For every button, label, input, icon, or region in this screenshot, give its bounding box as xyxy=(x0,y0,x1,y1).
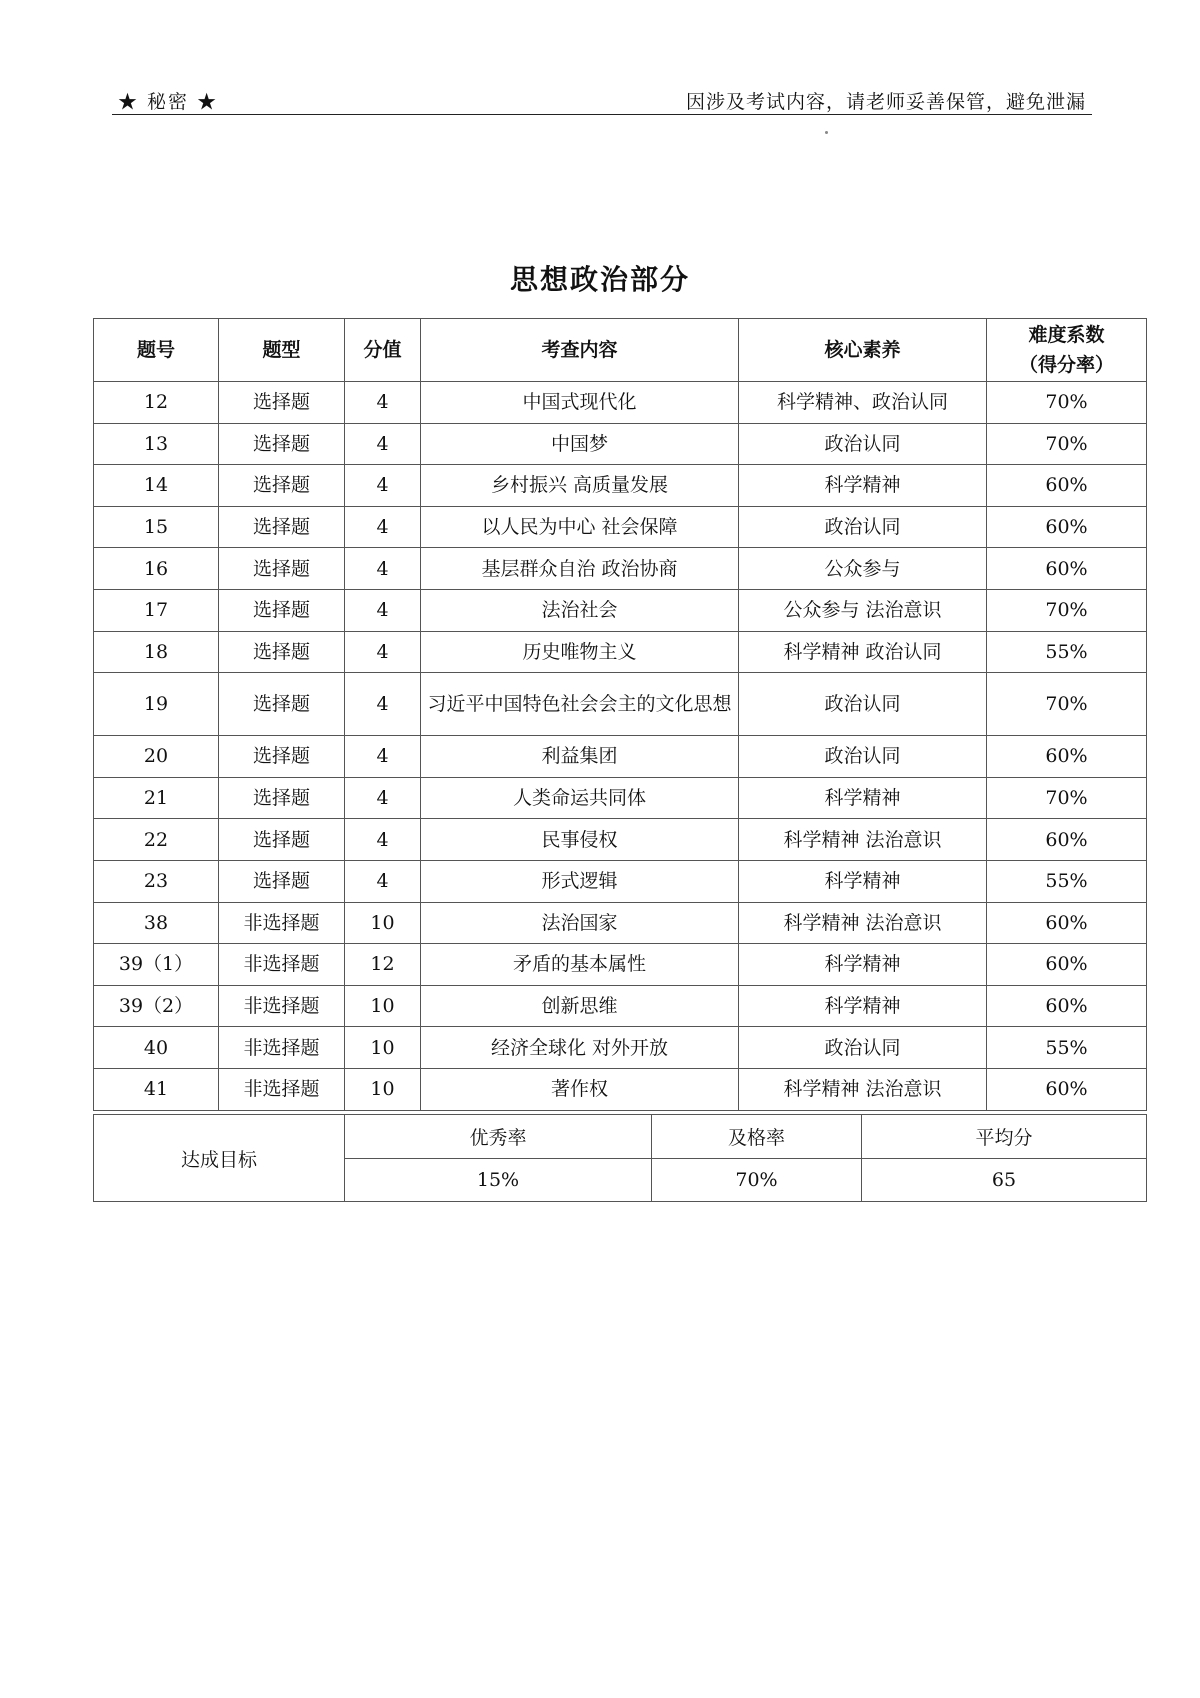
cell-question-type: 选择题 xyxy=(219,673,345,736)
cell-question-type: 选择题 xyxy=(219,631,345,673)
cell-score: 4 xyxy=(345,631,421,673)
page-title: 思想政治部分 xyxy=(509,263,690,296)
cell-core-literacy: 科学精神 xyxy=(739,860,987,902)
cell-difficulty: 60% xyxy=(987,819,1147,861)
confidentiality-notice: 因涉及考试内容，请老师妥善保管，避免泄漏 xyxy=(685,91,1086,113)
cell-question-number: 15 xyxy=(94,506,219,548)
cell-core-literacy: 公众参与 法治意识 xyxy=(739,589,987,631)
table-row xyxy=(94,860,1147,902)
table-row xyxy=(94,506,1147,548)
cell-difficulty: 60% xyxy=(987,465,1147,507)
cell-core-literacy: 政治认同 xyxy=(739,1027,987,1069)
cell-question-type: 非选择题 xyxy=(219,944,345,986)
cell-score: 10 xyxy=(345,902,421,944)
cell-question-type: 非选择题 xyxy=(219,1027,345,1069)
cell-content: 形式逻辑 xyxy=(421,860,739,902)
cell-difficulty: 70% xyxy=(987,589,1147,631)
goal-excellence-value: 15% xyxy=(345,1158,652,1202)
cell-content: 法治社会 xyxy=(421,589,739,631)
cell-difficulty: 60% xyxy=(987,548,1147,590)
cell-question-type: 选择题 xyxy=(219,736,345,778)
cell-content: 利益集团 xyxy=(421,736,739,778)
cell-core-literacy: 政治认同 xyxy=(739,673,987,736)
cell-core-literacy: 科学精神 法治意识 xyxy=(739,1068,987,1110)
table-row xyxy=(94,382,1147,424)
cell-core-literacy: 公众参与 xyxy=(739,548,987,590)
cell-question-type: 选择题 xyxy=(219,860,345,902)
cell-core-literacy: 政治认同 xyxy=(739,423,987,465)
table-row xyxy=(94,589,1147,631)
table-row xyxy=(94,944,1147,986)
cell-difficulty: 70% xyxy=(987,673,1147,736)
cell-score: 4 xyxy=(345,736,421,778)
cell-content: 基层群众自治 政治协商 xyxy=(421,548,739,590)
cell-difficulty: 55% xyxy=(987,1027,1147,1069)
cell-question-type: 非选择题 xyxy=(219,985,345,1027)
cell-difficulty: 60% xyxy=(987,902,1147,944)
cell-difficulty: 55% xyxy=(987,631,1147,673)
cell-question-number: 41 xyxy=(94,1068,219,1110)
header-question-type: 题型 xyxy=(219,319,345,382)
cell-question-type: 非选择题 xyxy=(219,902,345,944)
cell-question-type: 选择题 xyxy=(219,506,345,548)
cell-score: 4 xyxy=(345,673,421,736)
cell-content: 人类命运共同体 xyxy=(421,777,739,819)
cell-content: 中国梦 xyxy=(421,423,739,465)
cell-difficulty: 60% xyxy=(987,1068,1147,1110)
cell-core-literacy: 科学精神 法治意识 xyxy=(739,902,987,944)
table-row xyxy=(94,819,1147,861)
goal-pass-value: 70% xyxy=(652,1158,862,1202)
table-row xyxy=(94,423,1147,465)
cell-core-literacy: 科学精神 xyxy=(739,985,987,1027)
cell-content: 法治国家 xyxy=(421,902,739,944)
table-body xyxy=(94,382,1147,1111)
cell-question-type: 选择题 xyxy=(219,548,345,590)
cell-core-literacy: 科学精神 法治意识 xyxy=(739,819,987,861)
cell-question-number: 39（2） xyxy=(94,985,219,1027)
cell-core-literacy: 科学精神 xyxy=(739,777,987,819)
cell-score: 4 xyxy=(345,423,421,465)
cell-question-number: 23 xyxy=(94,860,219,902)
cell-difficulty: 70% xyxy=(987,382,1147,424)
cell-content: 乡村振兴 高质量发展 xyxy=(421,465,739,507)
cell-score: 4 xyxy=(345,860,421,902)
header-core-literacy: 核心素养 xyxy=(739,319,987,382)
table-row xyxy=(94,631,1147,673)
cell-score: 4 xyxy=(345,548,421,590)
cell-question-number: 18 xyxy=(94,631,219,673)
cell-content: 著作权 xyxy=(421,1068,739,1110)
cell-question-number: 19 xyxy=(94,673,219,736)
cell-question-type: 选择题 xyxy=(219,589,345,631)
cell-difficulty: 70% xyxy=(987,777,1147,819)
page-header xyxy=(112,84,1092,115)
goal-average-header: 平均分 xyxy=(862,1115,1147,1159)
cell-score: 12 xyxy=(345,944,421,986)
cell-content: 经济全球化 对外开放 xyxy=(421,1027,739,1069)
table-header-row xyxy=(94,319,1147,382)
cell-core-literacy: 政治认同 xyxy=(739,736,987,778)
cell-question-number: 39（1） xyxy=(94,944,219,986)
header-question-number: 题号 xyxy=(94,319,219,382)
cell-question-type: 选择题 xyxy=(219,423,345,465)
goal-pass-header: 及格率 xyxy=(652,1115,862,1159)
cell-question-type: 选择题 xyxy=(219,465,345,507)
cell-score: 4 xyxy=(345,506,421,548)
cell-question-number: 21 xyxy=(94,777,219,819)
goal-average-value: 65 xyxy=(862,1158,1147,1202)
table-row xyxy=(94,548,1147,590)
cell-content: 以人民为中心 社会保障 xyxy=(421,506,739,548)
table-row xyxy=(94,777,1147,819)
goals-table xyxy=(93,1114,1147,1202)
scan-dot xyxy=(825,131,828,134)
cell-core-literacy: 科学精神 xyxy=(739,944,987,986)
cell-content: 历史唯物主义 xyxy=(421,631,739,673)
cell-difficulty: 60% xyxy=(987,506,1147,548)
cell-question-type: 选择题 xyxy=(219,819,345,861)
goals-label: 达成目标 xyxy=(94,1115,345,1202)
cell-core-literacy: 政治认同 xyxy=(739,506,987,548)
table-row xyxy=(94,902,1147,944)
goals-header-row xyxy=(94,1115,1147,1159)
cell-content: 习近平中国特色社会会主的文化思想 xyxy=(421,673,739,736)
table-row xyxy=(94,465,1147,507)
cell-question-number: 16 xyxy=(94,548,219,590)
cell-question-number: 14 xyxy=(94,465,219,507)
cell-question-type: 选择题 xyxy=(219,777,345,819)
cell-score: 10 xyxy=(345,985,421,1027)
table-row xyxy=(94,736,1147,778)
cell-core-literacy: 科学精神 xyxy=(739,465,987,507)
cell-question-type: 非选择题 xyxy=(219,1068,345,1110)
cell-score: 4 xyxy=(345,819,421,861)
cell-score: 4 xyxy=(345,382,421,424)
cell-question-number: 20 xyxy=(94,736,219,778)
cell-score: 10 xyxy=(345,1068,421,1110)
cell-content: 创新思维 xyxy=(421,985,739,1027)
cell-question-type: 选择题 xyxy=(219,382,345,424)
cell-score: 4 xyxy=(345,589,421,631)
cell-question-number: 40 xyxy=(94,1027,219,1069)
table-row xyxy=(94,1027,1147,1069)
cell-content: 民事侵权 xyxy=(421,819,739,861)
cell-difficulty: 70% xyxy=(987,423,1147,465)
cell-core-literacy: 科学精神 政治认同 xyxy=(739,631,987,673)
cell-question-number: 13 xyxy=(94,423,219,465)
header-difficulty: 难度系数 （得分率） xyxy=(987,319,1147,382)
header-content: 考查内容 xyxy=(421,319,739,382)
cell-question-number: 12 xyxy=(94,382,219,424)
confidential-label: ★ 秘密 ★ xyxy=(118,91,219,113)
cell-score: 4 xyxy=(345,777,421,819)
cell-difficulty: 60% xyxy=(987,985,1147,1027)
cell-question-number: 22 xyxy=(94,819,219,861)
cell-difficulty: 60% xyxy=(987,736,1147,778)
cell-difficulty: 60% xyxy=(987,944,1147,986)
table-row xyxy=(94,985,1147,1027)
cell-core-literacy: 科学精神、政治认同 xyxy=(739,382,987,424)
cell-score: 4 xyxy=(345,465,421,507)
cell-content: 矛盾的基本属性 xyxy=(421,944,739,986)
cell-difficulty: 55% xyxy=(987,860,1147,902)
exam-analysis-table xyxy=(93,318,1147,1111)
header-score: 分值 xyxy=(345,319,421,382)
goal-excellence-header: 优秀率 xyxy=(345,1115,652,1159)
table-row xyxy=(94,1068,1147,1110)
table-row xyxy=(94,673,1147,736)
cell-question-number: 38 xyxy=(94,902,219,944)
cell-score: 10 xyxy=(345,1027,421,1069)
cell-question-number: 17 xyxy=(94,589,219,631)
cell-content: 中国式现代化 xyxy=(421,382,739,424)
